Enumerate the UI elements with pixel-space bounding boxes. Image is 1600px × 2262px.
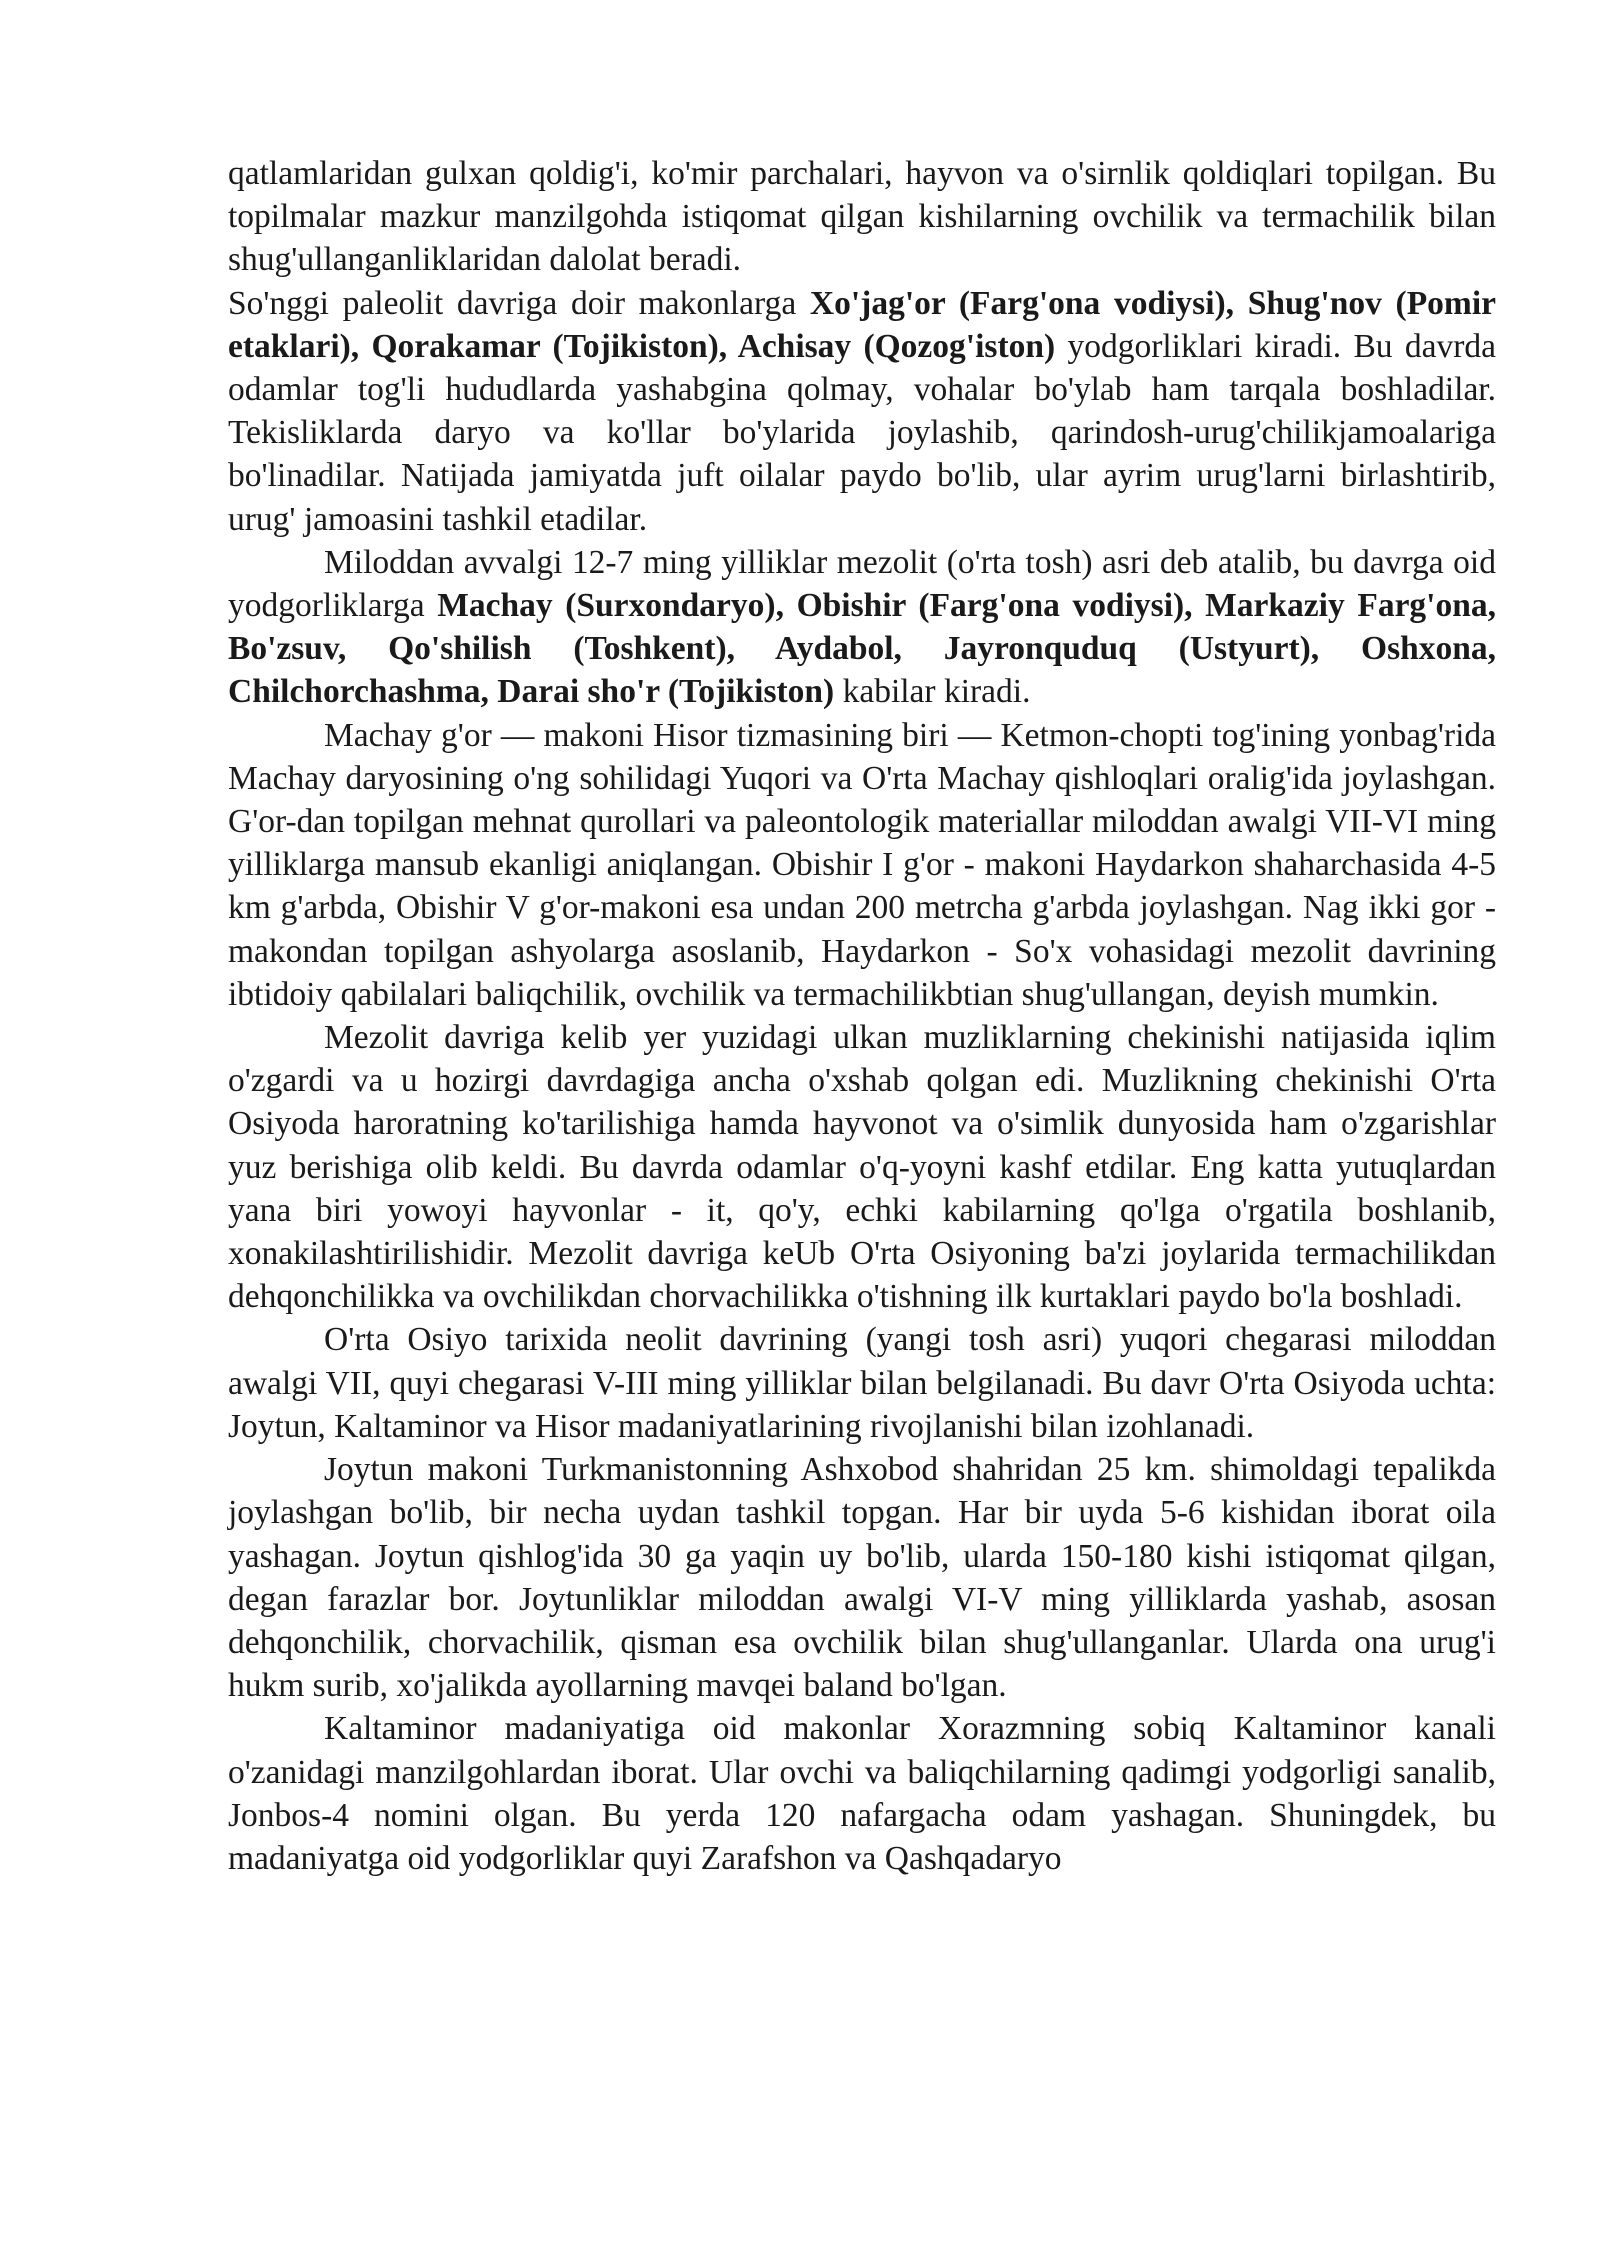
paragraph-1-text: qatlamlaridan gulxan qoldig'i, ko'mir parchalari, hayvon va o'sirnlik qoldiqlari topilgan. Bu topilmalar mazkur manzilgohda istiqomat qilgan kishilarning ovchilik va termachilik bilan shug'ullanganliklaridan dalolat beradi. xyxy=(228,155,1496,279)
paragraph-3 xyxy=(228,541,1496,714)
paragraph-8-text: Kaltaminor madaniyatiga oid makonlar Xorazmning sobiq Kaltaminor kanali o'zanidagi manzilgohlardan iborat. Ular ovchi va baliqchilarning qadimgi yodgorligi sanalib, Jonbos-4 nomini olgan. Bu yerda 120 nafargacha odam yashagan. Shuningdek, bu madaniyatga oid yodgorliklar quyi Zarafshon va Qashqadaryo xyxy=(228,1710,1496,1877)
paragraph-4-text: Machay g'or — makoni Hisor tizmasining biri — Ketmon-chopti tog'ining yonbag'rida Machay daryosining o'ng sohilidagi Yuqori va O'rta Machay qishloqlari oralig'ida joylashgan. G'or-dan topilgan mehnat qurollari va paleontologik materiallar miloddan awalgi VII-VI ming yilliklarga mansub ekanligi aniqlangan. Obishir I g'or - makoni Haydarkon shaharchasida 4-5 km g'arbda, Obishir V g'or-makoni esa undan 200 metrcha g'arbda joylashgan. Nag ikki gor - makondan topilgan ashyolarga asoslanib, Haydarkon - So'x vohasidagi mezolit davrining ibtidoiy qabilalari baliqchilik, ovchilik va termachilikbtian shug'ullangan, deyish mumkin. xyxy=(228,716,1496,1013)
paragraph-7-text: Joytun makoni Turkmanistonning Ashxobod shahridan 25 km. shimoldagi tepalikda joylashgan bo'lib, bir necha uydan tashkil topgan. Har bir uyda 5-6 kishidan iborat oila yashagan. Joytun qishlog'ida 30 ga yaqin uy bo'lib, ularda 150-180 kishi istiqomat qilgan, degan farazlar bor. Joytunliklar miloddan awalgi VI-V ming yilliklarda yashab, asosan dehqonchilik, chorvachilik, qisman esa ovchilik bilan shug'ullanganlar. Ularda ona urug'i hukm surib, xo'jalikda ayollarning mavqei baland bo'lgan. xyxy=(228,1451,1496,1705)
paragraph-2-bold-sites: Xo'jag'or (Farg'ona vodiysi), Shug'nov (Pomir etaklari), Qorakamar (Tojikiston), Achisay (Qozog'iston) xyxy=(228,284,1496,365)
paragraph-5 xyxy=(228,1016,1496,1318)
paragraph-3-bold-sites: Machay (Surxondaryo), Obishir (Farg'ona vodiysi), Markaziy Farg'ona, Bo'zsuv, Qo'shilish (Toshkent), Aydabol, Jayronquduq (Ustyurt), Oshxona, Chilchorchashma, Darai sho'r (Tojikiston) xyxy=(228,587,1496,711)
paragraph-2 xyxy=(228,282,1496,541)
paragraph-2-text-b: yodgorliklari kiradi. Bu davrda odamlar tog'li hududlarda yashabgina qolmay, vohalar bo'ylab ham tarqala boshladilar. Tekisliklarda daryo va ko'llar bo'ylarida joylashib, qarindosh-urug'chilikjamoalariga bo'linadilar. Natijada jamiyatda juft oilalar paydo bo'lib, ular ayrim urug'larni birlashtirib, urug' jamoasini tashkil etadilar. xyxy=(228,327,1496,538)
paragraph-8 xyxy=(228,1707,1496,1880)
paragraph-4 xyxy=(228,714,1496,1016)
paragraph-2-text-a: So'nggi paleolit davriga doir makonlarga xyxy=(228,284,810,322)
document-page xyxy=(228,152,1496,1880)
paragraph-6 xyxy=(228,1318,1496,1448)
paragraph-3-text-b: kabilar kiradi. xyxy=(834,673,1031,711)
paragraph-6-text: O'rta Osiyo tarixida neolit davrining (yangi tosh asri) yuqori chegarasi miloddan awalgi VII, quyi chegarasi V-III ming yilliklar bilan belgilanadi. Bu davr O'rta Osiyoda uchta: Joytun, Kaltaminor va Hisor madaniyatlarining rivojlanishi bilan izohlanadi. xyxy=(228,1321,1496,1445)
paragraph-3-text-a: Miloddan avvalgi 12-7 ming yilliklar mezolit (o'rta tosh) asri deb atalib, bu davrga oid yodgorliklarga xyxy=(228,543,1496,625)
paragraph-5-text: Mezolit davriga kelib yer yuzidagi ulkan muzliklarning chekinishi natijasida iqlim o'zgardi va u hozirgi davrdagiga ancha o'xshab qolgan edi. Muzlikning chekinishi O'rta Osiyoda haroratning ko'tarilishiga hamda hayvonot va o'simlik dunyosida ham o'zgarishlar yuz berishiga olib keldi. Bu davrda odamlar o'q-yoyni kashf etdilar. Eng katta yutuqlardan yana biri yowoyi hayvonlar - it, qo'y, echki kabilarning qo'lga o'rgatila boshlanib, xonakilashtirilishidir. Mezolit davriga keUb O'rta Osiyoning ba'zi joylarida termachilikdan dehqonchilikka va ovchilikdan chorvachilikka o'tishning ilk kurtaklari paydo bo'la boshladi. xyxy=(228,1019,1496,1316)
paragraph-7 xyxy=(228,1448,1496,1707)
paragraph-1 xyxy=(228,152,1496,282)
